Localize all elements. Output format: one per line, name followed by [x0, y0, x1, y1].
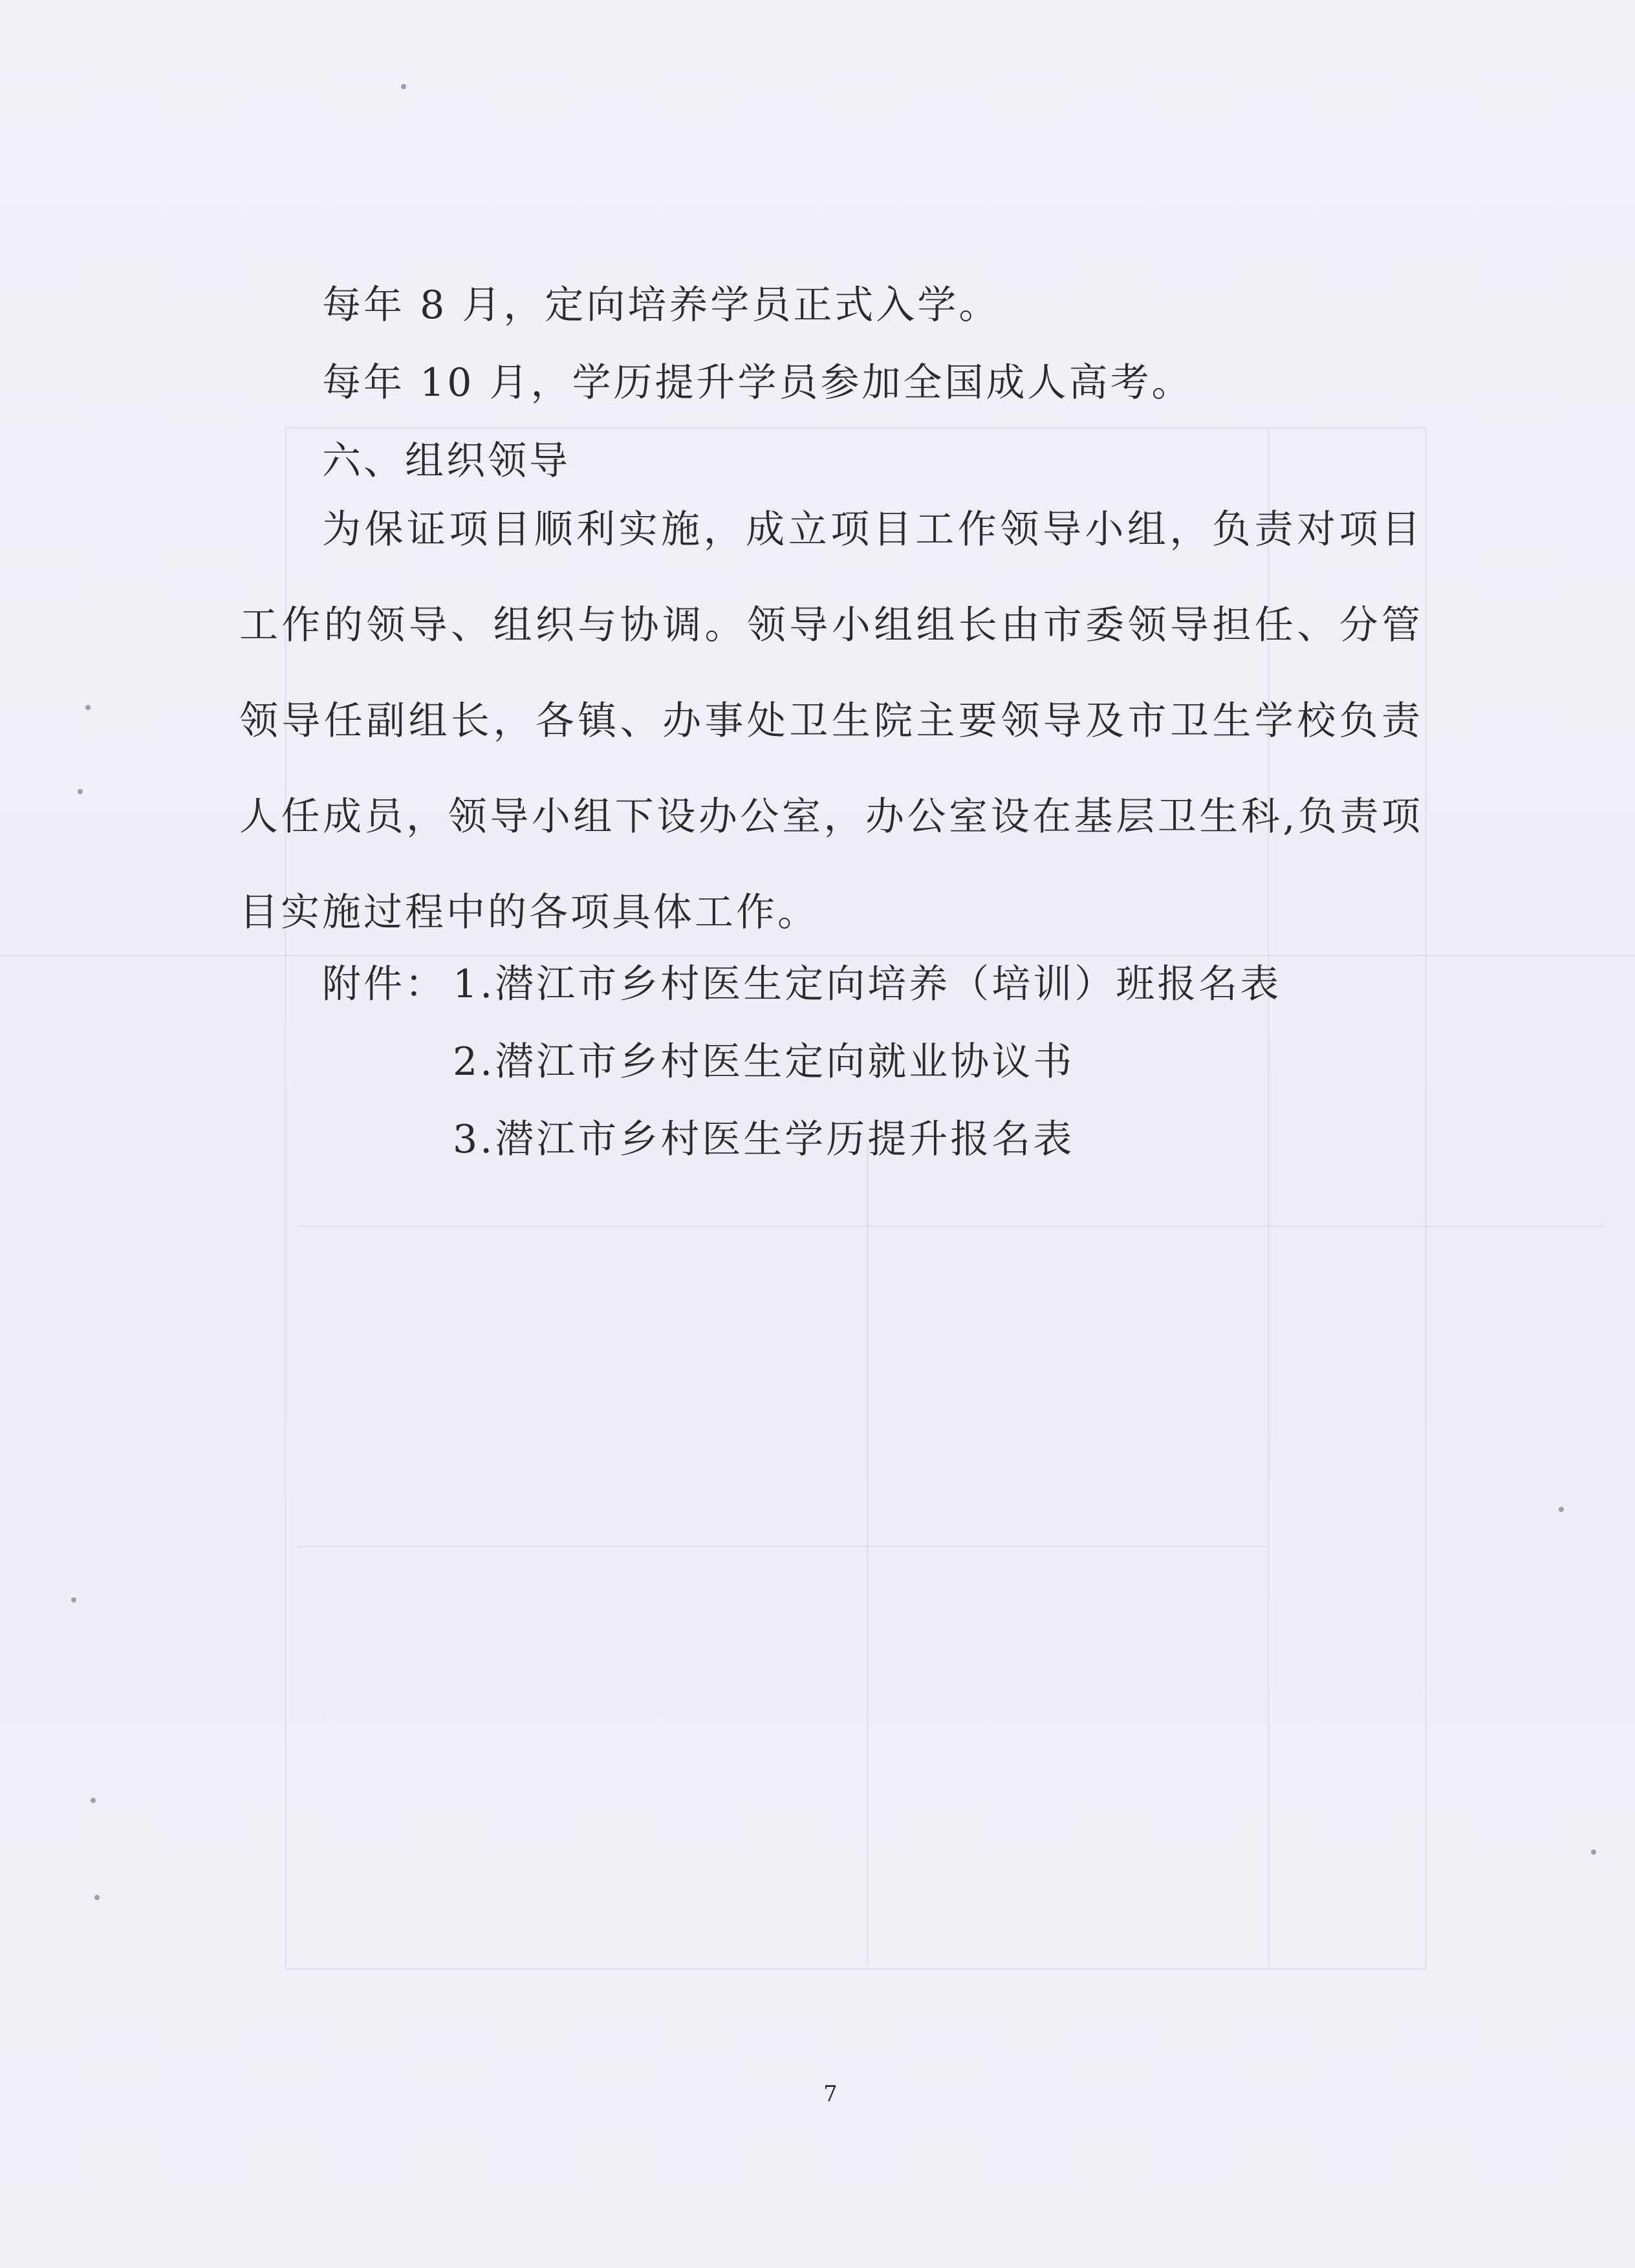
section-heading-organization: 六、组织领导: [322, 438, 570, 484]
scan-speck: [1559, 1507, 1564, 1512]
schedule-line-october: 每年 10 月，学历提升学员参加全国成人高考。: [322, 360, 1193, 405]
schedule-line-august: 每年 8 月，定向培养学员正式入学。: [322, 283, 1001, 328]
scan-speck: [71, 1597, 76, 1603]
attachment-item-3: 3.潜江市乡村医生学历提升报名表: [453, 1117, 1075, 1162]
section-body-paragraph: 为保证项目顺利实施，成立项目工作领导小组，负责对项目工作的领导、组织与协调。领导小组组长由市委领导担任、分管领导任副组长，各镇、办事处卫生院主要领导及市卫生学校负责人任成员，领导小组下设办公室，办公室设在基层卫生科,负责项目实施过程中的各项具体工作。: [239, 507, 1423, 935]
page-number: 7: [823, 2081, 838, 2107]
attachment-item-1: 1.潜江市乡村医生定向培养（培训）班报名表: [453, 962, 1282, 1007]
scan-speck: [94, 1895, 100, 1900]
bleed-through-line: [298, 1546, 1268, 1548]
attachments-label: 附件：: [322, 962, 446, 1007]
attachment-item-2: 2.潜江市乡村医生定向就业协议书: [453, 1039, 1075, 1085]
scan-speck: [85, 705, 91, 710]
scan-speck: [401, 84, 406, 89]
scan-speck: [78, 789, 83, 794]
scan-speck: [1591, 1850, 1596, 1855]
bleed-through-line: [867, 1145, 869, 1966]
scan-speck: [91, 1798, 96, 1803]
